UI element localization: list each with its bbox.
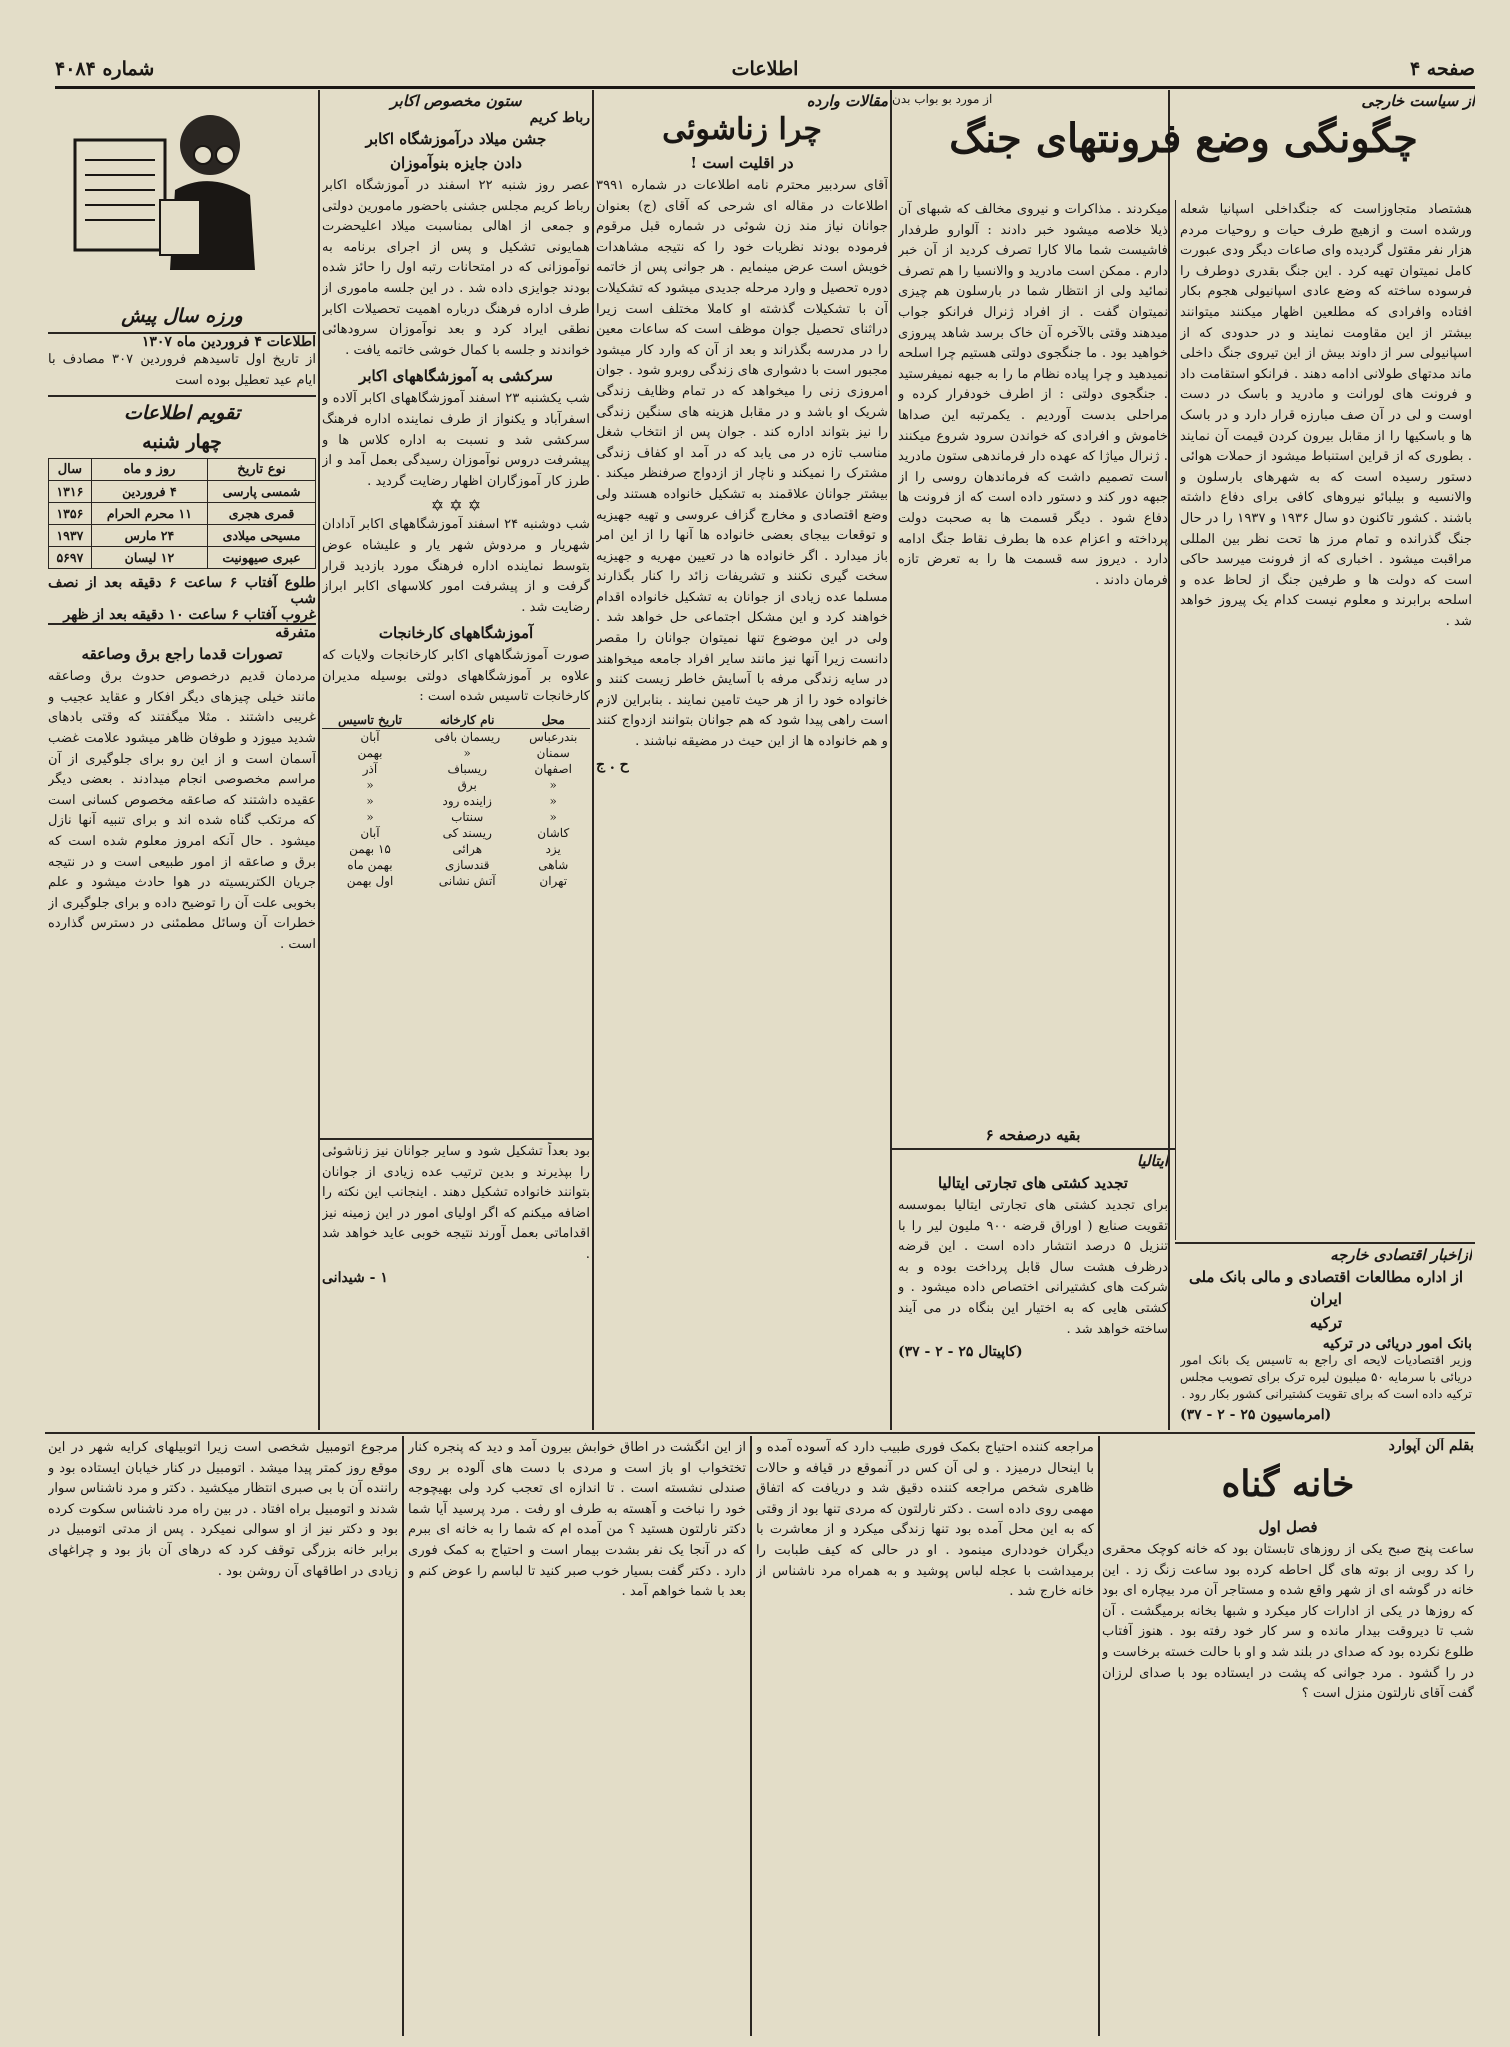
calendar-cell: ۴ فروردین <box>91 481 207 503</box>
youth-note-text: بود بعداً تشکیل شود و سایر جوانان نیز زناشوئی را بپذیرند و بدین ترتیب عده زیادی از جوانان بتوانند خانواده تشکیل دهند . اینجانب این نکته را اضافه میکنم که اگر اولیای امور در این زمینه نیز اقداماتی بعمل آورند نتیجه خوبی عاید خواهد شد . <box>322 1144 590 1262</box>
serial-text2: مراجعه کننده احتیاج بکمک فوری طبیب دارد که آسوده آمده و با اینحال درمیزد . و لی آن کس در آنموقع در قیافه و حالات ظاهری شخص مراجعه کننده دقیق شد و دریافت که اتفاق مهمی روی داده است . دکتر نارلتون که مردی تنها بود از وقتی که به این محل آمده بود تنها زندگی میکرد و از معاشرت با دیگران خودداری مینمود . او در حالی که کیف طبابت را برمیداشت با عجله لباس پوشید و به همراه مرد ناشناس از خانه خارج شد . <box>756 1440 1094 1600</box>
table-cell: هرائی <box>452 842 483 857</box>
table-cell: سمنان <box>536 746 570 761</box>
table-cell: ریسند کی <box>442 826 492 841</box>
economy-article <box>1180 1246 1472 1430</box>
calendar-cell: ۱۱ محرم الحرام <box>91 503 207 525</box>
calendar-row <box>49 547 316 569</box>
italy-title: تجدید کشتی های تجارتی ایتالیا <box>938 1174 1128 1192</box>
calendar-cell: ۱۳۱۶ <box>49 481 92 503</box>
table-header: محل <box>516 712 590 729</box>
italy-rule <box>892 1148 1175 1150</box>
economy-title: از اداره مطالعات اقتصادی و مالی بانک ملی ایران <box>1188 1268 1464 1308</box>
adult-ed-text4: صورت آموزشگاههای اکابر کارخانجات ولایات که علاوه بر آموزشگاههای دولتی بوسیله مدیران کارخانجات تاسیس شده است : <box>322 648 590 705</box>
serial-title: خانه گناه <box>1221 1463 1355 1505</box>
table-cell: قندسازی <box>444 858 490 873</box>
calendar-title: تقویم اطلاعات <box>123 402 240 425</box>
war-article-header <box>892 92 1475 192</box>
adult-ed-title4: آموزشگاههای کارخانجات <box>378 624 534 643</box>
calendar-row <box>49 503 316 525</box>
table-cell: شاهی <box>538 858 569 873</box>
table-cell: « <box>549 794 557 809</box>
table-cell: « <box>463 746 471 761</box>
running-header <box>55 52 1475 89</box>
table-cell: « <box>366 810 374 825</box>
war-kicker: از سیاست خارجی <box>1361 92 1475 110</box>
almanac-series-label: ورزه سال پیش <box>121 305 243 327</box>
italy-kicker: ایتالیا <box>1136 1152 1168 1170</box>
war-continued-box <box>898 1122 1168 1144</box>
almanac-column <box>48 300 316 1428</box>
table-cell: تهران <box>539 874 568 889</box>
paper-name: اطلاعات <box>731 58 799 80</box>
table-header: تاریخ تاسیس <box>322 712 418 729</box>
column-rule <box>1168 90 1170 1430</box>
sunrise: طلوع آفتاب ۶ ساعت ۶ دقیقه بعد از نصف شب <box>48 575 316 608</box>
calendar-header: سال <box>49 459 92 481</box>
calendar-cell: قمری هجری <box>208 503 316 525</box>
adult-ed-title3: سرکشی به آموزشگاههای اکابر <box>359 367 553 386</box>
table-cell: یزد <box>545 842 561 857</box>
opinion-article <box>596 92 888 1428</box>
column-rule <box>318 90 320 1430</box>
adult-ed-kicker: ستون مخصوص اکابر <box>390 92 522 110</box>
war-left-column <box>898 200 1168 1120</box>
calendar-header: نوع تاریخ <box>208 459 316 481</box>
adult-ed-column <box>322 92 590 1132</box>
section-rule <box>45 1432 1475 1434</box>
table-cell: بندرعباس <box>529 730 578 745</box>
table-cell: « <box>366 778 374 793</box>
serial-first-column <box>1102 1438 1474 2036</box>
misc-title: تصورات قدما راجع برق وصاعقه <box>81 645 283 664</box>
inner-rule <box>1175 200 1176 1240</box>
adult-ed-text2: شب یکشنبه ۲۳ اسفند آموزشگاههای اکابر آلاده و اسفرآباد و یکنواز از طرف نماینده اداره فرهنگ سرکشی شد و نسبت به اداره کلاس ها و پیشرفت دروس نوآموزان رسیدگی بعمل آمد و از طرز کار آموزگاران اظهار رضایت گردید . <box>322 391 590 489</box>
serial-third-column <box>408 1438 746 2036</box>
serial-text4: مرجوع اتومبیل شخصی است زیرا اتوبیلهای کرایه شهر در این موقع روز کمتر پیدا میشد . اتومبیل در کنار خیابان ایستاده بود و راننده آن با بی صبری انتظار میکشید . دکتر و مرد ناشناس سوار شدند و اتومبیل براه افتاد . در بین راه مرد ناشناس سکوت کرده بود و دکتر نیز از او سوالی نمیکرد . پس از مدتی اتومبیل در برابر خانه بزرگی توقف کرد که درهای آن باز بود و چراغهای زیادی در اطاقهای آن روشن بود . <box>48 1440 398 1579</box>
economy-country: ترکیه <box>1309 1314 1343 1332</box>
serial-author: بقلم آلن آپوارد <box>1388 1438 1474 1454</box>
table-cell: ریسباف <box>447 762 487 777</box>
serial-text3: از این انگشت در اطاق خوابش بیرون آمد و دید که پنجره کنار تختخواب او باز است و مردی با دست های آلوده بر روی صندلی نشسته است . تا اندازه ای تعجب کرد ولی بهیچوجه خود را نباخت و آهسته به طرف او رفت . مرد پرسید آیا شما دکتر نارلتون هستید ؟ من آمده ام که شما را به خانه ای ببرم که در آنجا یک نفر بشدت بیمار است و احتیاج به کمک فوری دارد . دکتر گفت بسیار خوب صبر کنید تا لباسم را عوض کنم و بعد با شما خواهم آمد . <box>408 1440 746 1600</box>
youth-note-signature: ۱ - شیدانی <box>322 1269 388 1286</box>
table-cell: ریسمان بافی <box>434 730 501 745</box>
calendar-cell: شمسی پارسی <box>208 481 316 503</box>
italy-source: (کاپیتال ۲۵ - ۲ - ۳۷) <box>898 1344 1023 1361</box>
table-cell: « <box>366 794 374 809</box>
serial-chapter: فصل اول <box>1258 1518 1318 1536</box>
serial-text1: ساعت پنج صبح یکی از روزهای تابستان بود که خانه کوچک محقری را کد روبی از بوته های گل احاطه کرده بود ساعت زنگ زد . این خانه در گوشه ای از شهر واقع شده و مستاجر آن مرد بیچاره ای بود که روزها در یکی از ادارات کار میکرد و شبها بخانه برمیگشت . آن شب تا دیروقت بیدار مانده و سر کار خود رفته بود . هنوز آفتاب طلوع نکرده بود که صدای در بلند شد و او با حالت خسته برخاست و در را گشود . مرد جوانی که پشت در ایستاده بود با صدای لرزان گفت آقای نارلتون منزل است ؟ <box>1102 1542 1474 1702</box>
table-row <box>322 761 590 777</box>
opinion-subtitle: در اقلیت است ! <box>690 154 794 172</box>
table-row <box>322 745 590 761</box>
column-rule <box>890 90 892 1430</box>
war-left-text: میکردند . مذاکرات و نیروی مخالف که شبهای آن ذیلا خلاصه میشود خبر دادند : آلوارو طرفدار فاشیست شما مالا کارا تصرف کردید از آن خبر دارم . ممکن است مادرید و والانسیا را هم تصرف نمائید ولی از انتظار شما در بارسلون هم چیزی نمیتوان گفت . از افراد ژنرال فرانکو جواب میدهند وقتی بالآخره آن خاک برسد شاهد پیروزی خواهید بود . ما جنگجوی دولتی هستیم چرا اسلحه نمیدهید و چرا پیاده نظام ما را به جبهه نمیفرستید . جنگجوی دولتی : از اطرف خودفرار کرده و مراحلی بدست آوردیم . یکمرتبه این صداها خاموش و افرادی که خواندن سرود شروع میکنند . ژنرال میاژا که عهده دار فرماندهی ستون مادرید است تصمیم داشت که فرماندهان روسی را از جبهه دور کند و دستور داده است که از فرونت ها دفاع شود . دیگر قسمت ها به صحبت دولت پرداخته و اعزام عده ها بطرف نقاط جنگ ادامه دارد . دیروز سه قسمت ها را به تعرض تازه فرمان دادند . <box>898 202 1168 588</box>
youth-note-rule <box>320 1138 592 1140</box>
opinion-kicker: مقالات وارده <box>806 92 888 110</box>
calendar-cell: ۱۳۵۶ <box>49 503 92 525</box>
italy-article <box>898 1152 1168 1430</box>
stars-divider: ✡ ✡ ✡ <box>430 496 482 516</box>
economy-kicker: ازاخبار اقتصادی خارجه <box>1330 1246 1472 1264</box>
calendar-cell: ۵۶۹۷ <box>49 547 92 569</box>
calendar-cell: عبری صیهونیت <box>208 547 316 569</box>
column-rule <box>592 90 594 1430</box>
calendar-header: روز و ماه <box>91 459 207 481</box>
adult-ed-text3: شب دوشنبه ۲۴ اسفند آموزشگاههای اکابر آدادان شهریار و مردوش شهر یار و علیشاه عوض بتوسط نماینده اداره فرهنگ مورد بازدید قرار گرفت و از پیشرفت امور کلاسهای اکابر ابراز رضایت شد . <box>322 517 590 615</box>
calendar-row <box>49 525 316 547</box>
table-cell: ۱۵ بهمن <box>349 842 391 857</box>
economy-text: وزیر اقتصادیات لایحه ای راجع به تاسیس یک بانک امور دریائی با سرمایه ۵۰ میلیون لیره ترک برای تصویب مجلس ترکیه داده است که برای تقویت کشتیرانی کشور بکار رود . <box>1180 1353 1472 1401</box>
table-cell: آبان <box>360 826 380 841</box>
war-title: چگونگی وضع فرونتهای جنگ <box>949 115 1418 162</box>
table-cell: بهمن <box>357 746 383 761</box>
calendar-weekday: چهار شنبه <box>142 431 222 454</box>
italy-text: برای تجدید کشتی های تجارتی ایتالیا بموسسه تقویت صنایع ( اوراق قرضه ۹۰۰ ملیون لیر را با تنزیل ۵ درصد انتشار داده است . این قرضه درظرف هشت سال قابل پرداخت بوده و به شرکت های کشتیرانی اختصاص داده میشود . و کشتی هایی که به اختیار این بنگاه در می آیند ساخته خواهد شد . <box>898 1198 1168 1337</box>
page-number: صفحه ۴ <box>1409 58 1475 80</box>
misc-text: مردمان قدیم درخصوص حدوث برق وصاعقه مانند خیلی چیزهای دیگر افکار و عقاید عجیب و غریبی داشتند . مثلا میگفتند که وقتی بادهای شدید میوزد و طوفان ظاهر میشود علامت غضب آسمان است و از این رو برای جلوگیری از آن مراسم مخصوصی انجام میدادند . بعضی دیگر عقیده داشتند که صاعقه مخصوص کسانی است که مرتکب گناه شده اند و برای تنبیه آنها نازل میشود . حال آنکه امروز معلوم شده است که برق و صاعقه از امور طبیعی است و در نتیجه جریان الکتریسیته در هوا حادث میشود و علم بخوبی علت آن را توضیح داده و برای جلوگیری از خطرات آن وسائل مطمئنی در دسترس گذارده است . <box>48 669 316 952</box>
calendar-cell: ۱۹۳۷ <box>49 525 92 547</box>
table-cell: آبان <box>360 730 380 745</box>
serial-fourth-column <box>48 1438 398 2036</box>
economy-subtitle: بانک امور دریائی در ترکیه <box>1322 1336 1472 1352</box>
table-cell: « <box>549 778 557 793</box>
war-right-text: هشتصاد متجاوزاست که جنگداخلی اسپانیا شعله ورشده است و ازهیچ طرف حیات و روحیات مردم هزار نفر مقتول گردیده وای صاعات دیگر ودی عبورت کامل نمیتوان تهیه کرد . این جنگ بقدری دوطرف را فرسوده ساخته که وضع عادی اسپانیولی هجوم بکار افتاده وافرادی که مطلعین اظهار میکنند میتوانند بیشتر از این مقاومت نمایند و در حدودی که از اسپانیولی سر از داوند بیش از این تیروی جنگ داخلی ماند مدتهای طولانی ادامه دهند . فرانکو استقامت داد و فرونت های لورانت و مادرید و باسک در دست اوست و لی در آن صف مبارزه قرار دارد و در باسک ها و باسکیها را از مقابل بیرون کردن قیمت آن نمایند . بطوری که از قراین استنباط میشود از حملات هوائی دستور رسیده است که به شهرهای بارسلون و والانسیه و بیلبائو نیروهای کافی برای دفاع داشته باشند . کشور تاکنون دو سال ۱۹۳۶ و ۱۹۳۷ را در حال جنگ گذرانده و تمام مرز ها تحت نظر بین المللی مراقبت میشود . اخباری که از فرونت میرسد حاکی است که دولت ها و طرفین جنگ از لحاظ عده و اسلحه برابرند و معلوم نیست کدام یک پیروز خواهد شد . <box>1180 202 1472 629</box>
table-header: نام کارخانه <box>418 712 516 729</box>
table-cell: آتش نشانی <box>438 874 496 889</box>
table-row <box>322 873 590 889</box>
almanac-note: از تاریخ اول تاسیدهم فروردین ۳۰۷ مصادف با ایام عید تعطیل بوده است <box>48 352 316 388</box>
opinion-title: چرا زناشوئی <box>662 112 822 147</box>
table-row <box>322 777 590 793</box>
calendar-row <box>49 481 316 503</box>
factory-schools-table <box>322 712 590 889</box>
calendar-cell: مسیحی میلادی <box>208 525 316 547</box>
opinion-text: آقای سردبیر محترم نامه اطلاعات در شماره ۳۹۹۱ اطلاعات در مقاله ای شرحی که آقای (ج) بعنوان جوانان نیاز مند زن شوئی در شماره قبل مرقوم فرموده بودند نظریات خود را که نتیجه مشاهدات خویش است عرض مینمایم . هر جوانی پس از خاتمه دوره تحصیل و وارد مرحله جدیدی میشود که تشکیلات آن با تشکیلات گذشته او کاملا مختلف است زیرا دراثنای تحصیل جوان موظف است که ساعات معین را در مدرسه بگذراند و بعد از آن که وارد کار میشود مجبور است با دشواری های زندگی روبرو شود . جوان امروزی زنی را میخواهد که در تمام وظایف زندگی شریک او باشد و در مقابل هزینه های سنگین زندگی را نیز بتواند اداره کند . جوان پس از انتخاب شغل مناسب تازه در می یابد که در آمد او کفاف زندگی مشترک را نمیکند و ناچار از ازدواج صرفنظر میکند . بیشتر جوانان علاقمند به تشکیل خانواده هستند ولی وضع اقتصادی و مخارج گزاف عروسی و تهیه جهیزیه و توقعات بیجای بعضی خانواده ها آنها را از این امر باز میدارد . اگر خانواده ها در تعیین مهریه و جهیزیه سخت گیری نکنند و تشریفات زائد را کنار بگذارند مسلما عده زیادی از جوانان به تشکیل خانواده اقدام خواهند کرد و این مشکل اجتماعی حل خواهد شد . ولی در این موضوع تنها نمیتوان جوانان را مقصر دانست زیرا آنها نیز مانند سایر افراد جامعه میخواهند در سایه زندگی مرفه با آسایش خاطر زیست کنند و خانواده خود را از هر حیث تامین نمایند . بنابراین لازم است راهی پیدا شود که هم جوانان بتوانند ازدواج کنند و هم خانواده ها از این حیث در مضیقه نباشند . <box>596 178 888 750</box>
table-cell: اول بهمن <box>346 874 394 889</box>
table-row <box>322 857 590 873</box>
column-rule <box>402 1436 404 2036</box>
adult-ed-text1: عصر روز شنبه ۲۲ اسفند در آموزشگاه اکابر رباط کریم مجلس جشنی باحضور مامورین دولتی و جمعی از اهالی بمناسبت میلاد اعلیحضرت همایونی تشکیل و پس از اجرای برنامه به نوآموزانی که در امتحانات رتبه اول را حائز شده بودند جوایزی داده شد . در این جلسه ماموری از طرف اداره فرهنگ درباره اهمیت تحصیلات اکابر نطقی ایراد کرد و بعد نوآموزان سرودهائی خواندند و جلسه با کمال خوشی خاتمه یافت . <box>322 178 590 358</box>
adult-ed-section: رباط کریم <box>529 110 590 126</box>
table-cell: سنتاب <box>451 810 484 825</box>
sunset: غروب آفتاب ۶ ساعت ۱۰ دقیقه بعد از ظهر <box>63 607 316 624</box>
misc-label: متفرقه <box>275 625 316 642</box>
economy-source: (امرماسیون ۲۵ - ۲ - ۳۷) <box>1180 1407 1332 1423</box>
war-note: از مورد بو بواب بدن <box>892 92 993 106</box>
column-rule <box>1098 1436 1100 2036</box>
calendar-cell: ۲۴ مارس <box>91 525 207 547</box>
table-row <box>322 729 590 746</box>
calendar-table <box>48 458 316 569</box>
table-row <box>322 809 590 825</box>
table-cell: « <box>549 810 557 825</box>
table-cell: زاینده رود <box>442 794 492 809</box>
war-continued: بقیه درصفحه ۶ <box>985 1126 1081 1144</box>
war-right-column <box>1180 200 1472 1240</box>
table-row <box>322 841 590 857</box>
table-cell: آذر <box>362 762 378 777</box>
almanac-date-line: اطلاعات ۴ فروردین ماه ۱۳۰۷ <box>141 334 316 350</box>
table-cell: بهمن ماه <box>347 858 393 873</box>
adult-ed-title1: جشن میلاد درآموزشگاه اکابر <box>365 130 547 148</box>
issue-number: شماره ۴۰۸۴ <box>55 58 155 80</box>
calendar-cell: ۱۲ لیسان <box>91 547 207 569</box>
table-cell: اصفهان <box>534 762 573 777</box>
table-row <box>322 793 590 809</box>
table-cell: کاشان <box>537 826 570 841</box>
adult-ed-title2: دادن جایزه بنوآموزان <box>390 154 522 172</box>
column-rule <box>750 1436 752 2036</box>
table-cell: برق <box>457 778 477 793</box>
serial-second-column <box>756 1438 1094 2036</box>
youth-note <box>322 1142 590 1428</box>
opinion-signature: ح . ج <box>596 756 629 773</box>
economy-rule <box>1175 1242 1475 1244</box>
table-row <box>322 825 590 841</box>
reader-illustration <box>65 100 265 300</box>
